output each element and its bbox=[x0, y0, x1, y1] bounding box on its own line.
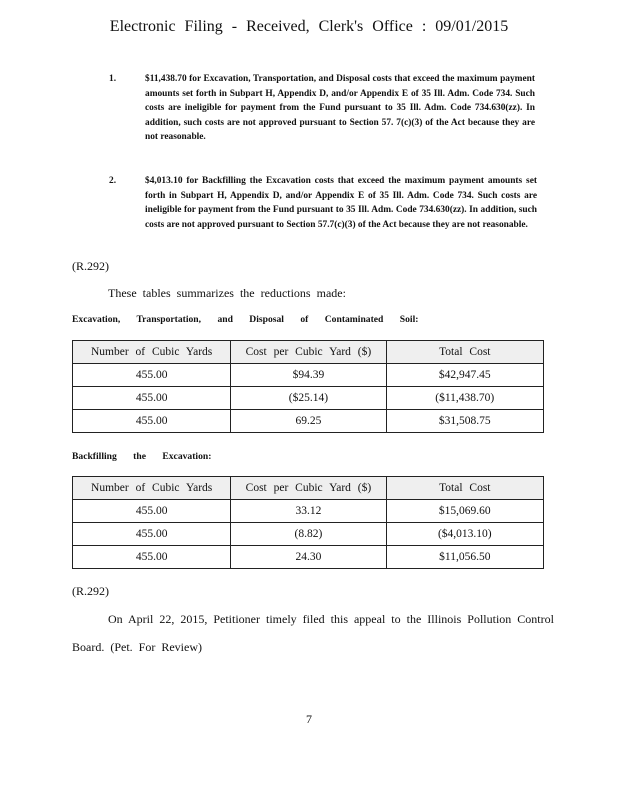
closing-paragraph-line-1: On April 22, 2015, Petitioner timely filed this appeal to the Illinois Pollution Control bbox=[108, 612, 554, 626]
list-item-1 bbox=[109, 72, 535, 145]
record-reference: (R.292) bbox=[72, 584, 109, 598]
column-header: Total Cost bbox=[386, 341, 543, 364]
column-header: Number of Cubic Yards bbox=[73, 341, 231, 364]
table-row bbox=[73, 546, 544, 569]
table-header-row bbox=[73, 477, 544, 500]
cell-total-cost: $42,947.45 bbox=[386, 364, 543, 387]
list-item-2 bbox=[109, 174, 537, 232]
cell-cost-per-yard: 24.30 bbox=[231, 546, 386, 569]
table-row bbox=[73, 387, 544, 410]
page-number: 7 bbox=[306, 712, 312, 726]
item-text: $4,013.10 for Backfilling the Excavation costs that exceed the maximum payment amounts set forth in Subpart H, Appendix D, and/or Appendix E of 35 Ill. Adm. Code 734. Such costs are ineligible for payment from the Fund pursuant to 35 Ill. Adm. Code 734.630(zz). In addition, such costs are not approved pursuant to Section 57.7(c)(3) of the Act because they are not reasonable. bbox=[145, 176, 537, 230]
table-row bbox=[73, 500, 544, 523]
column-header: Cost per Cubic Yard ($) bbox=[231, 341, 386, 364]
cell-cubic-yards: 455.00 bbox=[73, 410, 231, 433]
cell-cubic-yards: 455.00 bbox=[73, 546, 231, 569]
cell-cost-per-yard: $94.39 bbox=[231, 364, 386, 387]
item-number: 2. bbox=[109, 176, 117, 186]
cell-cost-per-yard: 69.25 bbox=[231, 410, 386, 433]
backfilling-cost-table bbox=[72, 476, 544, 569]
cell-cubic-yards: 455.00 bbox=[73, 523, 231, 546]
excavation-cost-table bbox=[72, 340, 544, 433]
table-row bbox=[73, 364, 544, 387]
cell-cost-per-yard: 33.12 bbox=[231, 500, 386, 523]
column-header: Total Cost bbox=[386, 477, 543, 500]
cell-cubic-yards: 455.00 bbox=[73, 500, 231, 523]
table-row bbox=[73, 410, 544, 433]
closing-paragraph-line-2: Board. (Pet. For Review) bbox=[72, 640, 202, 654]
table-row bbox=[73, 523, 544, 546]
cell-total-cost: $11,056.50 bbox=[386, 546, 543, 569]
cell-total-cost: ($11,438.70) bbox=[386, 387, 543, 410]
cell-cost-per-yard: (8.82) bbox=[231, 523, 386, 546]
cell-total-cost: ($4,013.10) bbox=[386, 523, 543, 546]
cell-total-cost: $31,508.75 bbox=[386, 410, 543, 433]
column-header: Number of Cubic Yards bbox=[73, 477, 231, 500]
table-caption-excavation: Excavation, Transportation, and Disposal of Contaminated Soil: bbox=[72, 314, 419, 325]
tables-intro: These tables summarizes the reductions made: bbox=[108, 286, 346, 300]
item-text: $11,438.70 for Excavation, Transportation, and Disposal costs that exceed the maximum payment amounts set forth in Subpart H, Appendix D, and/or Appendix E of 35 Ill. Adm. Code 734. Such costs are ineligible for payment from the Fund pursuant to 35 Ill. Adm. Code 734.630(zz). In addition, such costs are not approved pursuant to Section 57. 7(c)(3) of the Act because they are not reasonable. bbox=[145, 74, 535, 143]
record-reference: (R.292) bbox=[72, 259, 109, 273]
table-header-row bbox=[73, 341, 544, 364]
table-caption-backfilling: Backfilling the Excavation: bbox=[72, 451, 212, 462]
item-number: 1. bbox=[109, 74, 117, 84]
page-header: Electronic Filing - Received, Clerk's Office : 09/01/2015 bbox=[109, 18, 509, 35]
cell-total-cost: $15,069.60 bbox=[386, 500, 543, 523]
cell-cubic-yards: 455.00 bbox=[73, 387, 231, 410]
cell-cubic-yards: 455.00 bbox=[73, 364, 231, 387]
column-header: Cost per Cubic Yard ($) bbox=[231, 477, 386, 500]
cell-cost-per-yard: ($25.14) bbox=[231, 387, 386, 410]
